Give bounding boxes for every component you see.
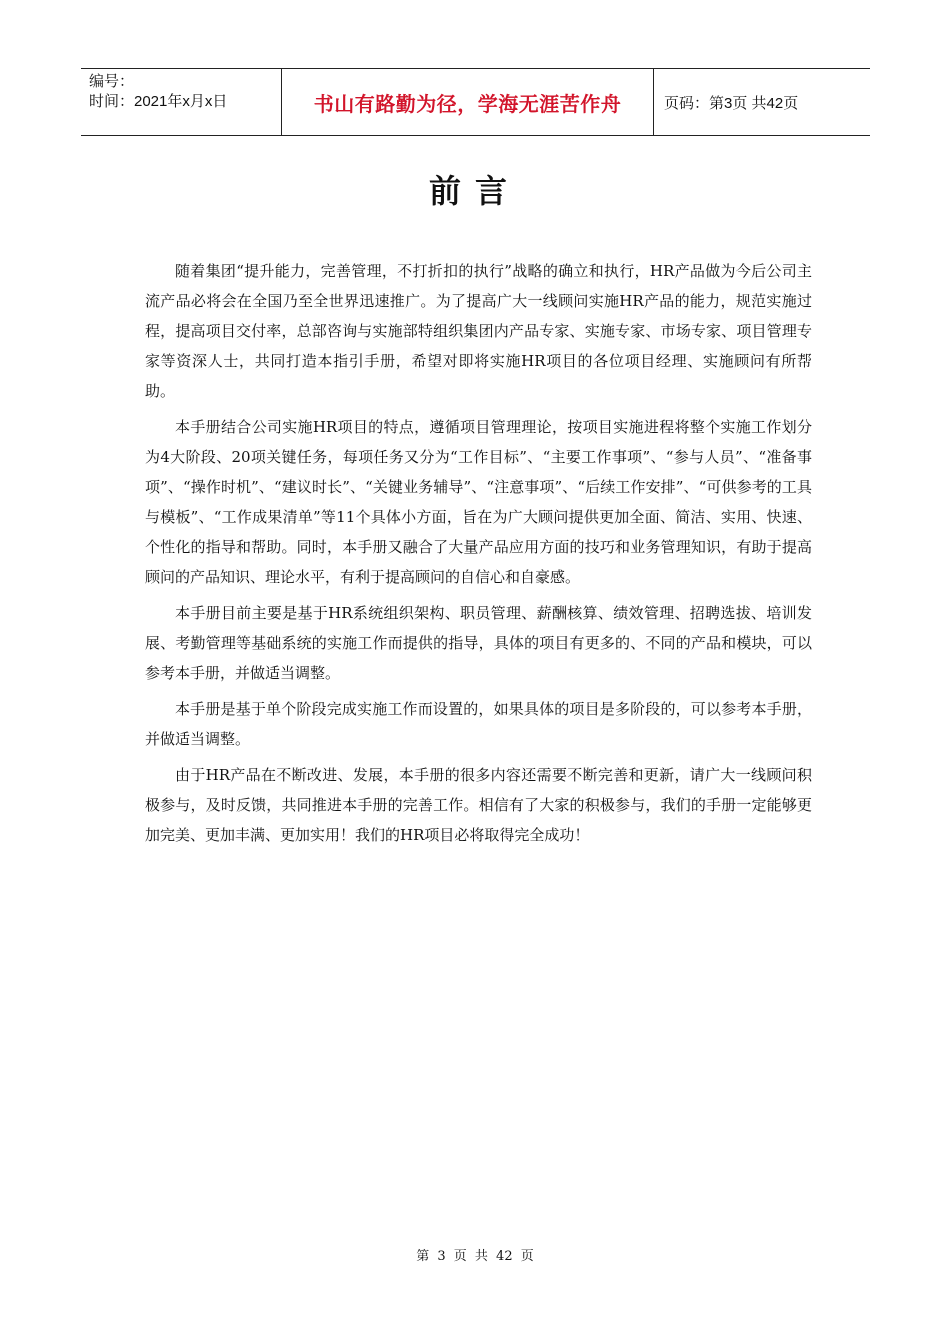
- page-footer: 第 3 页 共 42 页: [416, 1249, 534, 1264]
- number-label: 编号：: [89, 73, 135, 90]
- page-info: 页码：第3页 共42页: [664, 94, 799, 112]
- body-text: [145, 256, 812, 856]
- paragraph: 本手册结合公司实施HR项目的特点，遵循项目管理理论，按项目实施进程将整个实施工作划分为4大阶段、20项关键任务，每项任务又分为“工作目标”、“主要工作事项”、“参与人员”、“准备事项”、“操作时机”、“建议时长”、“关键业务辅导”、“注意事项”、“后续工作安排”、“可供参考的工具与模板”、“工作成果清单”等11个具体小方面，旨在为广大顾问提供更加全面、简洁、实用、快速、个性化的指导和帮助。同时，本手册又融合了大量产品应用方面的技巧和业务管理知识，有助于提高顾问的产品知识、理论水平，有利于提高顾问的自信心和自豪感。: [145, 418, 812, 586]
- paragraph: 本手册目前主要是基于HR系统组织架构、职员管理、薪酬核算、绩效管理、招聘选拔、培训发展、考勤管理等基础系统的实施工作而提供的指导，具体的项目有更多的、不同的产品和模块，可以参考本手册，并做适当调整。: [145, 604, 812, 682]
- paragraph: 本手册是基于单个阶段完成实施工作而设置的，如果具体的项目是多阶段的，可以参考本手册，并做适当调整。: [145, 700, 812, 748]
- page-title: 前言: [428, 172, 521, 210]
- paragraph: 由于HR产品在不断改进、发展，本手册的很多内容还需要不断完善和更新，请广大一线顾问积极参与，及时反馈，共同推进本手册的完善工作。相信有了大家的积极参与，我们的手册一定能够更加完美、更加丰满、更加实用！我们的HR项目必将取得完全成功！: [145, 766, 812, 844]
- motto: 书山有路勤为径，学海无涯苦作舟: [281, 69, 654, 135]
- header-table: [81, 68, 870, 136]
- header-meta-cell: [81, 69, 281, 135]
- paragraph: 随着集团“提升能力，完善管理，不打折扣的执行”战略的确立和执行，HR产品做为今后公司主流产品必将会在全国乃至全世界迅速推广。为了提高广大一线顾问实施HR产品的能力，规范实施过程，提高项目交付率，总部咨询与实施部特组织集团内产品专家、实施专家、市场专家、项目管理专家等资深人士，共同打造本指引手册，希望对即将实施HR项目的各位项目经理、实施顾问有所帮助。: [145, 262, 812, 400]
- date-label: 时间：2021年x月x日: [89, 93, 228, 110]
